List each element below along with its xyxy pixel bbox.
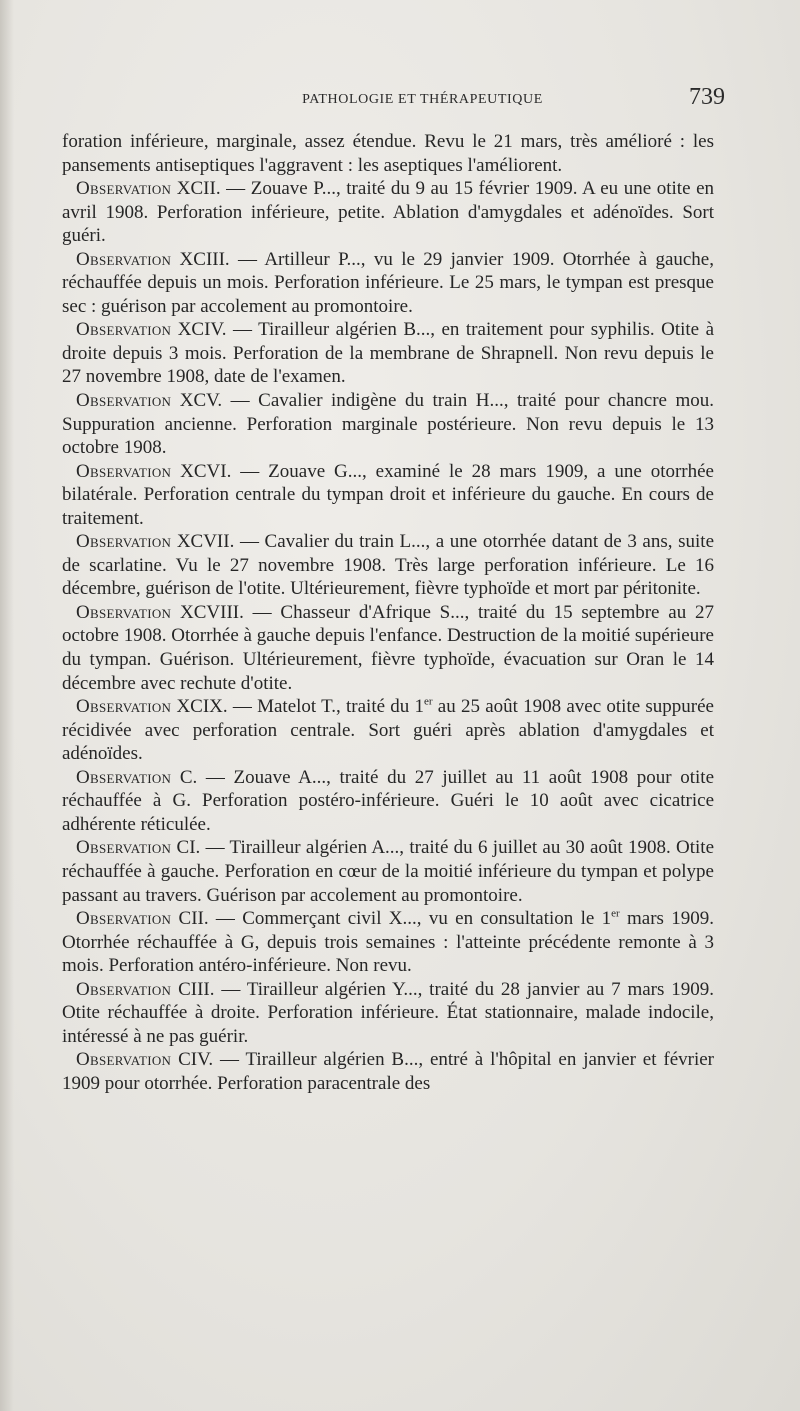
observation-cii [62, 907, 714, 978]
observation-label: Observation [76, 837, 172, 859]
observation-xciii [62, 248, 714, 319]
observation-xciv [62, 318, 714, 389]
observation-text: — Zouave A..., traité du 27 juillet au 11 août 1908 pour otite réchauffée à G. Perforation postéro-inférieure. Guéri le 10 août avec cicatrice adhérente réticulée. [62, 766, 715, 835]
observation-text: — Tirailleur algérien Y..., traité du 28 janvier au 7 mars 1909. Otite réchauffée à droite. Perforation inférieure. État stationnaire, malade indocile, intéressé à ne pas guérir. [62, 978, 715, 1047]
observation-xcix [62, 695, 714, 766]
observation-text: — Zouave P..., traité du 9 au 15 février 1909. A eu une otite en avril 1908. Perforation inférieure, petite. Ablation d'amygdales et adénoïdes. Sort guéri. [62, 178, 715, 247]
observation-number: XCVII. [176, 531, 235, 553]
observation-number: XCIV. [177, 319, 227, 341]
observation-number: XCV. [179, 390, 223, 412]
observation-xcvii [62, 530, 714, 601]
page-number: 739 [689, 84, 725, 110]
observation-label: Observation [76, 978, 172, 1000]
observation-number: XCII. [176, 178, 221, 200]
running-head [60, 84, 725, 124]
observation-xcv [62, 389, 714, 460]
ordinal-superscript: er [424, 695, 433, 708]
observation-text: — Chasseur d'Afrique S..., traité du 15 septembre au 27 octobre 1908. Otorrhée à gauche depuis l'enfance. Destruction de la moitié supérieure du tympan. Guérison. Ultérieurement, fièvre typhoïde, évacuation sur Oran le 14 décembre avec rechute d'otite. [62, 601, 715, 694]
observation-text: — Zouave G..., examiné le 28 mars 1909, a une otorrhée bilatérale. Perforation centrale du tympan droit et inférieure du gauche. En cours de traitement. [62, 460, 714, 529]
observation-number: CII. [178, 908, 209, 930]
observation-text: — Tirailleur algérien A..., traité du 6 juillet au 30 août 1908. Otite réchauffée à gauche. Perforation en cœur de la moitié inférieure du tympan et polype passant au travers. Guérison par accolement au promontoire. [62, 837, 714, 906]
observation-label: Observation [76, 1049, 172, 1071]
observation-number: XCIII. [179, 248, 230, 270]
running-title: PATHOLOGIE ET THÉRAPEUTIQUE [302, 92, 543, 107]
observation-label: Observation [76, 390, 172, 412]
observation-label: Observation [76, 601, 172, 623]
observation-ci [62, 836, 714, 907]
observation-text-cont: au 25 août 1908 avec otite suppurée récidivée avec perforation centrale. Sort guéri après ablation d'amygdales et adénoïdes. [62, 696, 714, 765]
ordinal-superscript: er [611, 907, 620, 920]
paragraph-continuation: foration inférieure, marginale, assez étendue. Revu le 21 mars, très amélioré : les pansements antiseptiques l'aggravent : les aseptiques l'améliorent. [62, 131, 714, 176]
observation-text: — Tirailleur algérien B..., entré à l'hôpital en janvier et février 1909 pour otorrhée. Perforation paracentrale des [62, 1049, 714, 1094]
observation-text: — Artilleur P..., vu le 29 janvier 1909. Otorrhée à gauche, réchauffée depuis un mois. Perforation inférieure. Le 25 mars, le tympan est presque sec : guérison par accolement au promontoire. [62, 248, 714, 317]
observation-xcviii [62, 601, 714, 695]
observation-text: — Cavalier du train L..., a une otorrhée datant de 3 ans, suite de scarlatine. Vu le 27 novembre 1908. Très large perforation inférieure. Le 16 décembre, guérison de l'otite. Ultérieurement, fièvre typhoïde et mort par péritonite. [62, 531, 715, 600]
observation-number: CI. [176, 837, 201, 859]
observation-text: — Commerçant civil X..., vu en consultation le 1 [208, 908, 612, 930]
observation-label: Observation [76, 248, 172, 270]
observation-text: — Cavalier indigène du train H..., traité pour chancre mou. Suppuration ancienne. Perforation marginale postérieure. Non revu depuis le 13 octobre 1908. [62, 390, 715, 459]
observation-number: CIII. [178, 978, 215, 1000]
observation-number: XCVIII. [180, 601, 244, 623]
observation-number: XCIX. [176, 696, 228, 718]
observation-number: C. [179, 766, 198, 788]
observation-label: Observation [76, 696, 172, 718]
observation-label: Observation [76, 460, 172, 482]
observation-text-cont: mars 1909. Otorrhée réchauffée à G, depuis trois semaines : l'atteinte précédente remonte à 3 mois. Perforation antéro-inférieure. Non revu. [62, 908, 715, 977]
observation-label: Observation [76, 178, 172, 200]
observation-label: Observation [76, 908, 172, 930]
observation-label: Observation [76, 531, 172, 553]
observation-ciii [62, 978, 714, 1049]
observation-civ [62, 1048, 714, 1095]
observation-xcvi [62, 460, 714, 531]
body-text [62, 130, 714, 1095]
observation-number: XCVI. [180, 460, 232, 482]
observation-xcii [62, 177, 714, 248]
observation-number: CIV. [178, 1049, 214, 1071]
observation-label: Observation [76, 766, 172, 788]
observation-label: Observation [76, 319, 172, 341]
observation-text: — Tirailleur algérien B..., en traitement pour syphilis. Otite à droite depuis 3 mois. Perforation de la membrane de Shrapnell. Non revu depuis le 27 novembre 1908, date de l'examen. [62, 319, 715, 388]
observation-text: — Matelot T., traité du 1 [227, 696, 425, 718]
page-gutter-shadow [0, 0, 14, 1411]
observation-c [62, 766, 714, 837]
